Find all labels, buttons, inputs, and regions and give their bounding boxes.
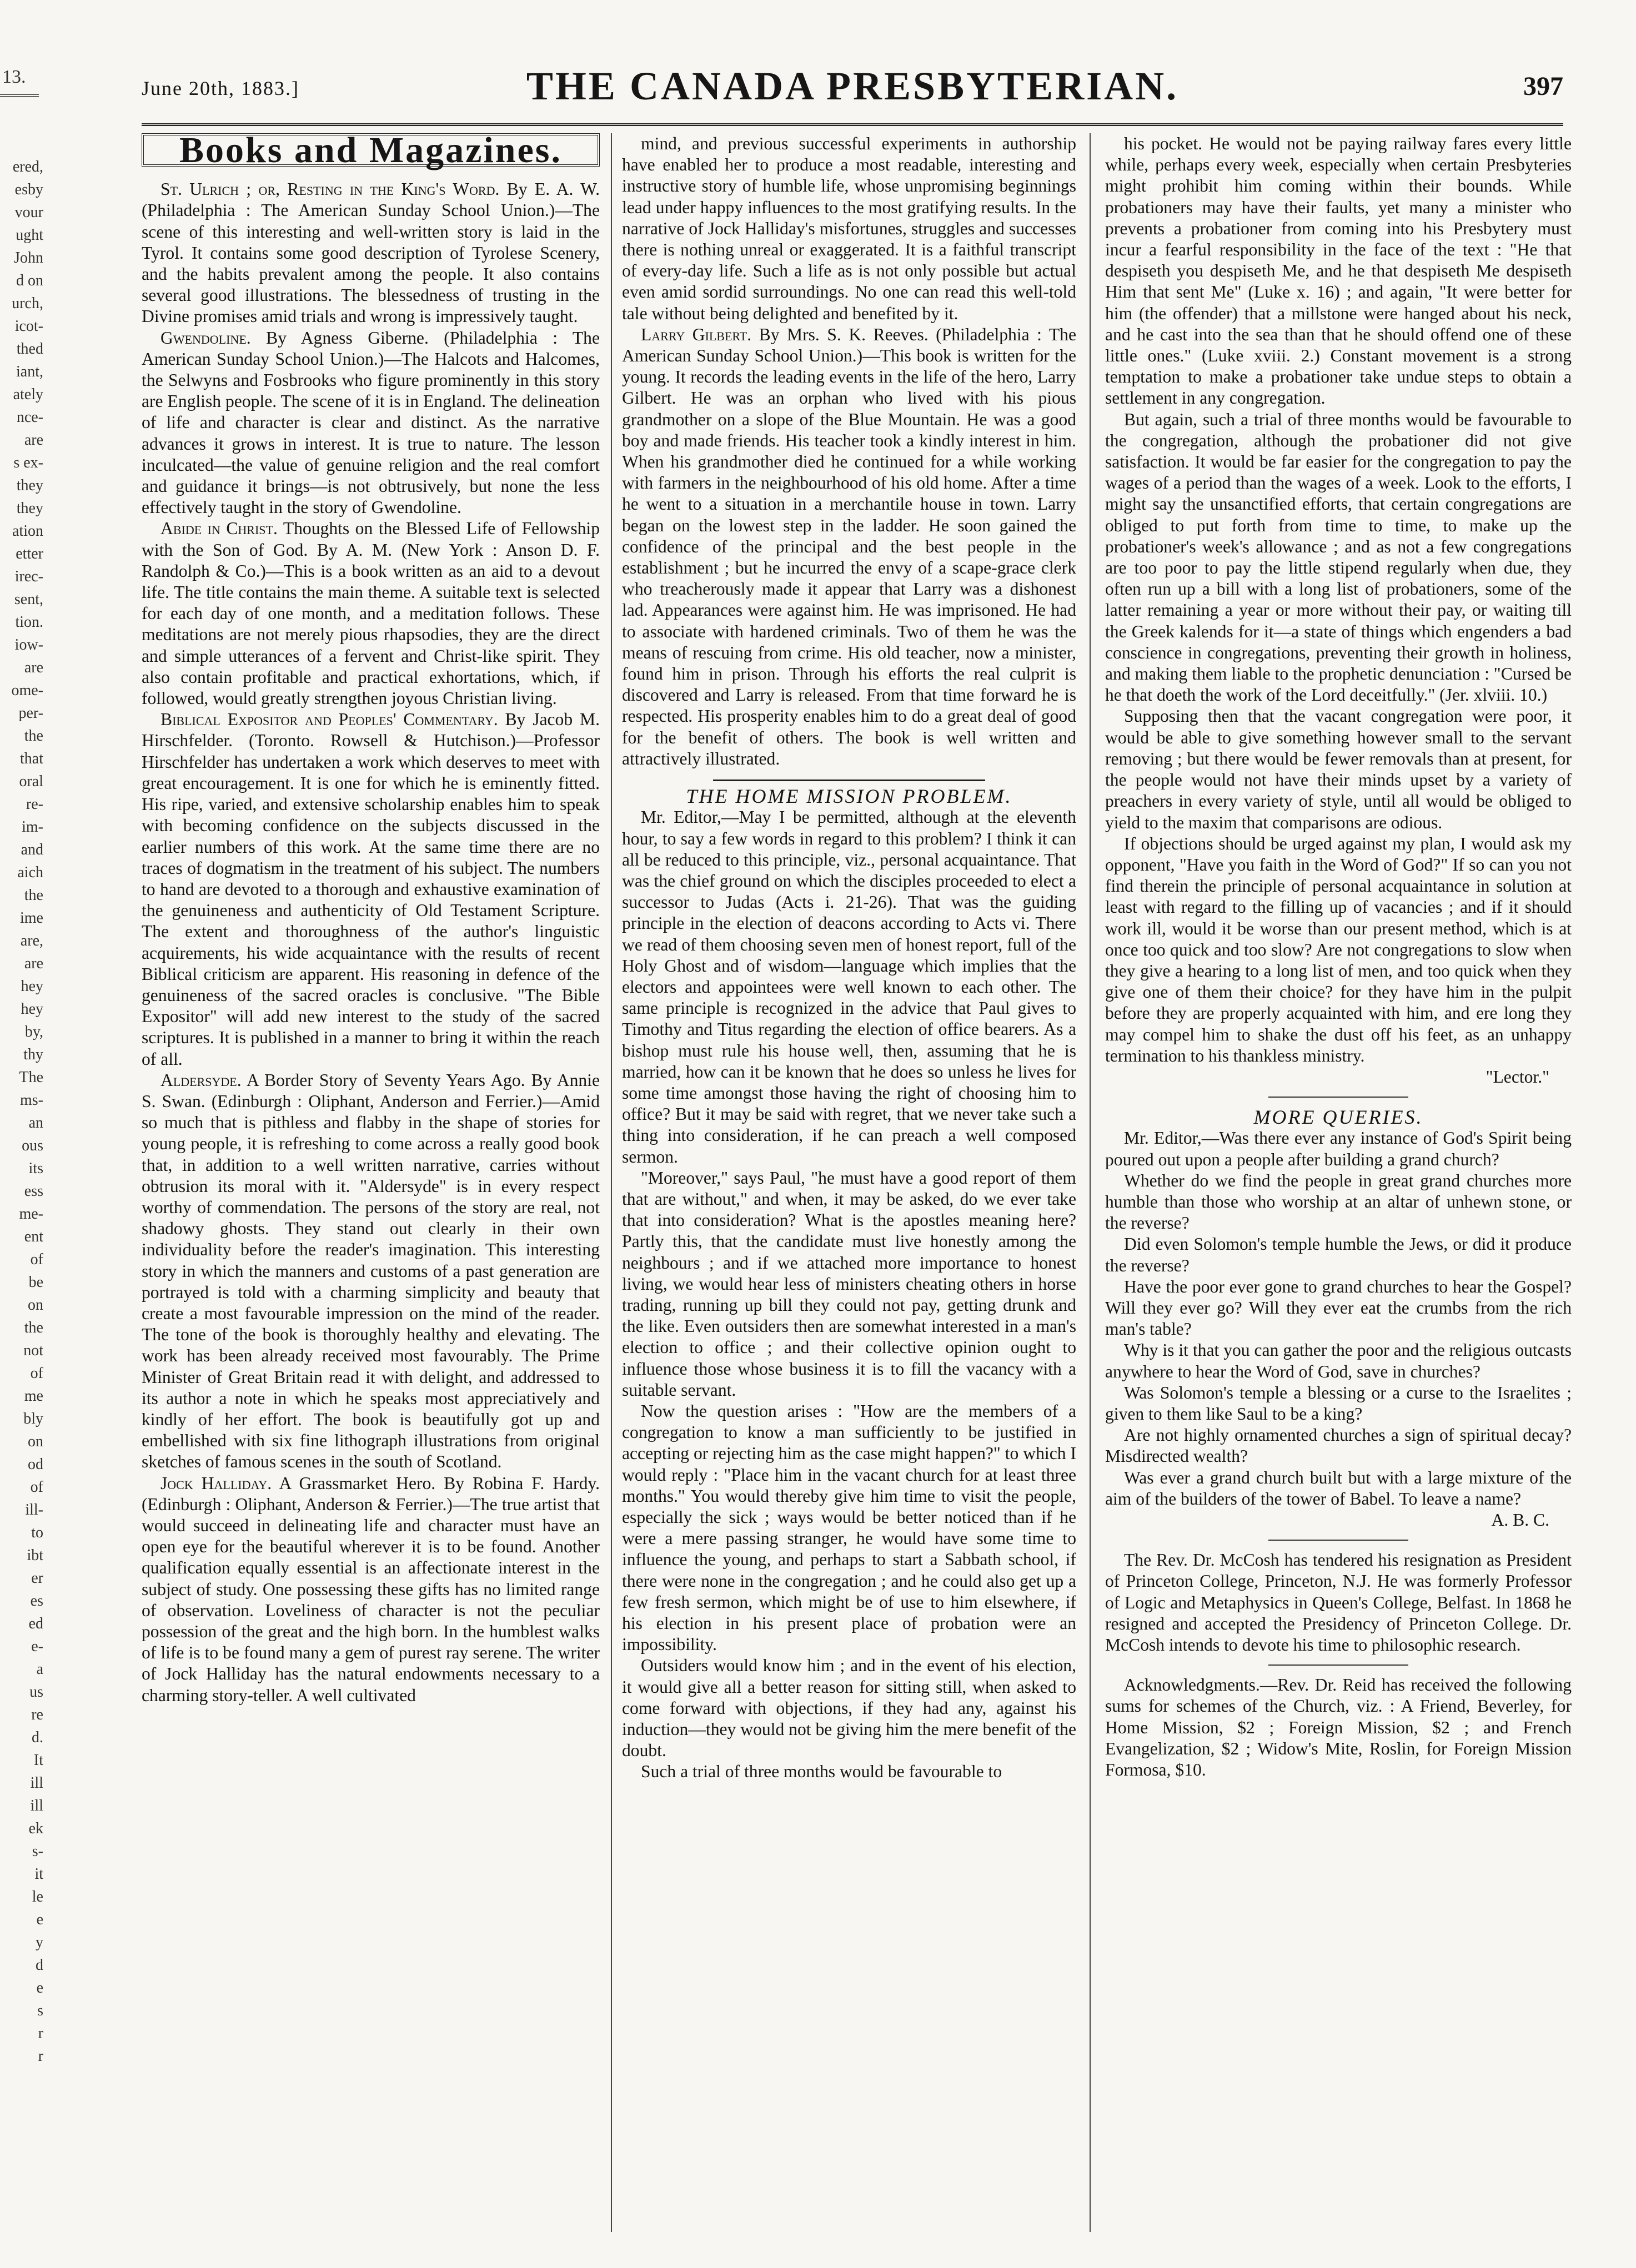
query-paragraph: Have the poor ever gone to grand churches to hear the Gospel? Will they ever go? Will they ever eat the crumbs from the rich man's table? xyxy=(1105,1276,1572,1339)
column-right xyxy=(1105,133,1572,2226)
gutter-fragment: they xyxy=(16,477,43,494)
gutter-fragment: ation xyxy=(12,522,43,540)
gutter-fragment: iant, xyxy=(16,363,43,380)
gutter-fragment: bly xyxy=(23,1410,43,1427)
review-body: By Agness Giberne. (Philadelphia : The American Sunday School Union.)—The Halcots and Halcomes, the Selwyns and Fosbrooks who figure prominently in this story are English people. The scene of it is in England. The delineation of life and character is clear and distinct. As the narrative advances it grows in interest. It is true to nature. The lesson inculcated—the value of genuine religion and the real comfort and guidance it brings—is not obtrusively, but none the less effectively taught in the story of Gwendoline. xyxy=(142,328,600,517)
header-rule xyxy=(142,123,1563,126)
gutter-fragment: ill xyxy=(30,1774,43,1792)
gutter-fragment: and xyxy=(21,841,43,858)
gutter-fragment: of xyxy=(30,1479,43,1496)
gutter-fragment: d on xyxy=(16,272,43,289)
masthead-title: THE CANADA PRESBYTERIAN. xyxy=(526,64,1179,108)
query-paragraph: Whether do we find the people in great grand churches more humble than those who worship at an altar of unhewn stone, or the reverse? xyxy=(1105,1170,1572,1233)
review-head: Abide in Christ. xyxy=(160,519,278,539)
book-review xyxy=(142,328,600,519)
gutter-fragment: tion. xyxy=(15,613,43,631)
gutter-fragment: ime xyxy=(20,909,43,927)
ack-rule xyxy=(1268,1664,1408,1666)
gutter-fragment: the xyxy=(24,887,43,904)
gutter-fragment: the xyxy=(24,727,43,745)
gutter-fragment: aich xyxy=(17,864,43,881)
column-divider xyxy=(1090,133,1091,2232)
gutter-fragment: it xyxy=(34,1865,43,1883)
acknowledgments: Acknowledgments.—Rev. Dr. Reid has received the following sums for schemes of the Church, viz. : A Friend, Beverley, for Home Mission, $2 ; Foreign Mission, $2 ; and French Evangelization, $2 ; Widow's Mite, Roslin, for Foreign Mission Formosa, $10. xyxy=(1105,1675,1572,1780)
gutter-fragment: vour xyxy=(14,204,43,221)
gutter-fragment: us xyxy=(29,1683,43,1701)
gutter-fragment: re- xyxy=(26,796,43,813)
review-body: By Mrs. S. K. Reeves. (Philadelphia : The American Sunday School Union.)—This book is written for the young. It records the leading events in the life of the hero, Larry Gilbert. He was an orphan who lived with his pious grandmother on a slope of the Blue Mountain. He was a good boy and made friends. His teacher took a kindly interest in him. When his grandmother died he continued for a while working with farmers in the neighbourhood of his old home. After a time he went to a situation in a merchantile house in town. Larry began on the lowest step in the ladder. He soon gained the confidence of the principal and the best people in the establishment ; but he incurred the envy of a scape-grace clerk who treacherously made it appear that Larry was a dishonest lad. Appearances were against him. He was imprisoned. He had to associate with hardened criminals. Two of them he was the means of rescuing from crime. His old teacher, now a minister, found him in prison. Through his efforts the real culprit is discovered and Larry is released. From that time forward he is respected. His prosperity enables him to do a great deal of good for the benefit of others. The book is well written and attractively illustrated. xyxy=(622,324,1076,768)
gutter-fragment: thy xyxy=(23,1046,43,1063)
gutter-fragment: oral xyxy=(19,773,43,790)
column-books-and-magazines xyxy=(142,133,600,2226)
article-paragraph: Such a trial of three months would be favourable to xyxy=(641,1762,1002,1782)
adjacent-page-gutter xyxy=(0,0,49,2268)
gutter-fragment: ome- xyxy=(11,682,43,699)
gutter-fragment: irec- xyxy=(14,568,43,585)
gutter-fragment: its xyxy=(28,1160,43,1177)
queries-title: MORE QUERIES. xyxy=(1253,1106,1423,1129)
gutter-fragment: It xyxy=(33,1752,43,1769)
gutter-fragment: nce- xyxy=(16,409,43,426)
gutter-fragment: urch, xyxy=(12,295,43,312)
page-number: 397 xyxy=(1523,72,1563,101)
article-continuation xyxy=(1105,133,1572,1067)
gutter-fragments xyxy=(0,155,49,2068)
gutter-fragment: hey xyxy=(21,978,43,995)
gutter-fragment: es xyxy=(30,1592,43,1610)
article-paragraph: If objections should be urged against my plan, I would ask my opponent, "Have you faith in the Word of God?" If so can you not find therein the principle of personal acquaintance in solution at least with regard to the filling up of vacancies ; and if it should work ill, would it be worse than our present method, which is at once too quick and too slow? Are not congregations to slow when they give a hearing to a long list of men, and too quick when they give one of them their choice? for they have him in the pulpit before they are properly acquainted with him, and ere long they may compel him to shake the dust off his feet, as an unhappy termination to his thankless ministry. xyxy=(1105,833,1572,1065)
article-paragraph: his pocket. He would not be paying railway fares every little while, perhaps every week, especially when certain Presbyteries might prohibit him coming within their bounds. While probationers may have their faults, yet many a minister who prevents a probationer from coming into his Presbytery must incur a fearful responsibility in the face of the text : "He that despiseth you despiseth Me, and he that despiseth Me despiseth Him that sent Me" (Luke x. 16) ; and again, "It were better for him (the offender) that a millstone were hanged about his neck, and he cast into the sea than that he should offend one of these little ones." (Luke xviii. 2.) Constant movement is a strong temptation to make a probationer take undue steps to obtain a settlement in any congregation. xyxy=(1105,134,1572,408)
article-signature: "Lector." xyxy=(1486,1067,1549,1087)
gutter-fragment: ess xyxy=(24,1183,43,1200)
gutter-fragment: me- xyxy=(19,1205,43,1223)
article-paragraph: Now the question arises : "How are the members of a congregation to know a man sufficiently to be justified in accepting or rejecting him as the case might happen?" to which I would reply : "Place him in the vacant church for at least three months." You would thereby give him time to visit the people, especially the sick ; ways would be better noticed than if he were a mere passing stranger, he would have some time to influence the young, and perhaps to start a Sabbath school, if there were none in the congregation ; and he could also get up a few fresh sermon, which might be of use to him elsewhere, if his election in his present place of probation were an impossibility. xyxy=(622,1401,1076,1655)
article-body xyxy=(622,807,1076,1782)
gutter-fragment: of xyxy=(30,1251,43,1268)
gutter-fragment: The xyxy=(19,1069,43,1086)
gutter-fragment: be xyxy=(28,1274,43,1291)
gutter-fragment: ately xyxy=(13,386,43,403)
review-larry-gilbert xyxy=(622,324,1076,770)
gutter-fragment: on xyxy=(28,1296,43,1314)
book-review xyxy=(142,179,600,327)
query-paragraph: Are not highly ornamented churches a sign of spiritual decay? Misdirected wealth? xyxy=(1105,1425,1572,1466)
gutter-fragment: le xyxy=(32,1888,43,1905)
gutter-fragment: they xyxy=(16,500,43,517)
column-divider xyxy=(611,133,612,2232)
gutter-fragment: r xyxy=(38,2048,43,2065)
gutter-fragment: per- xyxy=(18,705,43,722)
gutter-fragment: e xyxy=(36,1911,43,1928)
query-paragraph: Was Solomon's temple a blessing or a curse to the Israelites ; given to them like Saul to be a king? xyxy=(1105,1382,1572,1424)
gutter-fragment: that xyxy=(20,750,43,767)
article-rule xyxy=(713,780,986,781)
review-head: Jock Halliday. xyxy=(160,1473,272,1493)
gutter-fragment: not xyxy=(23,1342,43,1359)
review-head: Biblical Expositor and Peoples' Commentary. xyxy=(160,710,498,730)
gutter-fragment: s- xyxy=(32,1843,43,1860)
gutter-fragment: y xyxy=(36,1934,43,1951)
gutter-fragment: d. xyxy=(32,1729,43,1746)
gutter-fragment: ms- xyxy=(20,1092,43,1109)
page-header xyxy=(142,60,1563,115)
review-head: Larry Gilbert. xyxy=(641,324,752,344)
queries-signature: A. B. C. xyxy=(1491,1510,1549,1530)
gutter-fragment: e xyxy=(36,1979,43,1997)
review-body: A Border Story of Seventy Years Ago. By Annie S. Swan. (Edinburgh : Oliphant, Anderson and Ferrier.)—Amid so much that is pithless and flabby in the shape of stories for young people, it is refreshing to come across a really good book that, in addition to a well written narrative, carries without obtrusion its moral with it. "Aldersyde" is in every respect worthy of commendation. The persons of the story are real, not shadowy ghosts. They stand out clearly in their own individuality before the reader's imagination. This interesting story in which the manners and customs of a past generation are portrayed is told with a charming simplicity and beauty that create a most favourable impression on the mind of the reader. The tone of the book is thoroughly healthy and elevating. The work has been already received most favourably. The Prime Minister of Great Britain read it with delight, and addressed to its author a note in which he speaks most appreciatively and kindly of her effort. The book is beautifully got up and embellished with six fine lithograph illustrations from original sketches of famous scenes in the south of Scotland. xyxy=(142,1070,600,1472)
section-title: Books and Magazines. xyxy=(142,133,600,167)
review-head: Gwendoline. xyxy=(160,328,251,348)
query-paragraph: Why is it that you can gather the poor and the religious outcasts anywhere to hear the Word of God, save in churches? xyxy=(1105,1340,1572,1381)
gutter-fragment: icot- xyxy=(14,318,43,335)
gutter-fragment: by, xyxy=(24,1023,43,1040)
query-paragraph: Was ever a grand church built but with a large mixture of the aim of the builders of the tower of Babel. To leave a name? xyxy=(1105,1467,1572,1508)
article-title: THE HOME MISSION PROBLEM. xyxy=(686,785,1012,808)
review-head: Aldersyde. xyxy=(160,1070,242,1090)
gutter-fragment: ibt xyxy=(27,1547,43,1564)
mccosh-notice: The Rev. Dr. McCosh has tendered his resignation as President of Princeton College, Princeton, N.J. He was formerly Professor of Logic and Metaphysics in Queen's College, Belfast. In 1868 he resigned and accepted the Presidency of Princeton College. Dr. McCosh intends to devote his time to philosophic research. xyxy=(1105,1550,1572,1655)
gutter-fragment: s ex- xyxy=(13,454,43,471)
gutter-fragment: to xyxy=(31,1524,43,1541)
reviews-list xyxy=(142,179,600,1706)
queries-list xyxy=(1105,1128,1572,1510)
gutter-fragment: ed xyxy=(28,1615,43,1632)
gutter-fragment: ous xyxy=(22,1137,43,1154)
book-review xyxy=(142,1473,600,1706)
gutter-fragment: me xyxy=(24,1387,43,1405)
notice-rule xyxy=(1268,1540,1408,1541)
review-body: By E. A. W. (Philadelphia : The American Sunday School Union.)—The scene of this interesting and well-written story is laid in the Tyrol. It contains some good description of Tyrolese Scenery, and the habits prevalent among the people. It also contains several good illustrations. The blessedness of trusting in the Divine promises amid trials and wrong is impressively taught. xyxy=(142,179,600,326)
gutter-fragment: ent xyxy=(24,1228,43,1245)
review-body: By Jacob M. Hirschfelder. (Toronto. Rowsell & Hutchison.)—Professor Hirschfelder has undertaken a work which deserves to meet with great encouragement. It is one for which he is eminently fitted. His ripe, varied, and extensive scholarship enables him to speak with becoming confidence on the subjects discussed in the earlier numbers of this work. At the same time there are no traces of dogmatism in the treatment of his subject. The numbers to hand are devoted to a thorough and exhaustive examination of the genuineness and authenticity of Old Testament Scripture. The extent and thoroughness of the author's linguistic acquirements, his wide acquaintance with the results of recent Biblical criticism are apparent. His reasoning in defence of the genuineness of the sacred oracles is conclusive. "The Bible Expositor" will add new interest to the study of the sacred scriptures. It is published in a manner to bring it within the reach of all. xyxy=(142,710,600,1069)
query-paragraph: Mr. Editor,—Was there ever any instance of God's Spirit being poured out upon a people after building a grand church? xyxy=(1105,1128,1572,1169)
gutter-fragment: the xyxy=(24,1319,43,1336)
gutter-rule xyxy=(0,94,39,97)
gutter-fragment: d xyxy=(36,1957,43,1974)
gutter-fragment: John xyxy=(14,249,43,266)
book-review xyxy=(142,709,600,1069)
gutter-fragment: are xyxy=(24,659,43,676)
review-head: St. Ulrich ; or, Resting in the King's Word. xyxy=(160,179,500,199)
gutter-fragment: of xyxy=(30,1365,43,1382)
gutter-fragment: are, xyxy=(20,932,43,949)
gutter-fragment: r xyxy=(38,2025,43,2042)
gutter-fragment: are xyxy=(24,955,43,972)
article-paragraph: But again, such a trial of three months would be favourable to the congregation, although the probationer did not give satisfaction. It would be far easier for the congregation to pay the wages of a period than the wages of a week. Look to the efforts, I might say the unsanctified efforts, that certain congregations are obliged to put forth from time to time, to make up the probationer's week's allowance ; and as not a few congregations are too poor to pay the little stipend regularly when due, they often run up a bill with a long list of probationers, some of the latter remaining a year or more without their pay, or waiting till the Greek kalends for it—a state of things which engenders a bad conscience in congregations, preventing their growth in holiness, and making them liable to the prophetic denunciation : "Cursed be he that doeth the work of the Lord deceitfully." (Jer. xlviii. 10.) xyxy=(1105,409,1572,705)
gutter-fragment: an xyxy=(28,1114,43,1132)
gutter-fragment: ek xyxy=(28,1820,43,1837)
gutter-fragment: esby xyxy=(14,181,43,198)
gutter-fragment: hey xyxy=(21,1000,43,1018)
gutter-fragment: sent, xyxy=(14,591,43,608)
article-paragraph: "Moreover," says Paul, "he must have a good report of them that are without," and when, it may be asked, do we ever take that into consideration? What is the apostles meaning here? Partly this, that the candidate must live honestly among the neighbours ; and if we attached more importance to honest living, we would hear less of ministers cheating others in horse trading, running up bill they could not pay, getting drunk and the like. Even outsiders then are somewhat interested in a man's election to office ; and their collective opinion ought to influence those whose business it is to fill the vacancy with a suitable servant. xyxy=(622,1168,1076,1400)
book-review xyxy=(142,1070,600,1473)
gutter-fragment: re xyxy=(31,1706,43,1723)
article-rule xyxy=(1268,1097,1408,1098)
review-body: A Grassmarket Hero. By Robina F. Hardy. (Edinburgh : Oliphant, Anderson & Ferrier.)—The true artist that would succeed in delineating life and character must have an open eye for the beautiful wherever it is to be found. Another qualification equally essential is an affectionate interest in the subject of study. One possessing these gifts has no limited range of observation. Loveliness of character is not the peculiar possession of the great and the high born. In the humblest walks of life is to be found many a gem of purest ray serene. The writer of Jock Halliday has the natural endowments necessary to a charming story-teller. A well cultivated xyxy=(142,1473,600,1705)
gutter-fragment: a xyxy=(36,1661,43,1678)
gutter-fragment: are xyxy=(24,431,43,449)
review-body: Thoughts on the Blessed Life of Fellowship with the Son of God. By A. M. (New York : Anson D. F. Randolph & Co.)—This is a book written as an aid to a devout life. The title contains the main theme. A suitable text is selected for each day of one month, and a meditation follows. These meditations are not merely pious rhapsodies, they are the direct and simple utterances of a fervent and Christ-like spirit. They also contain profitable and practical exhortations, which, if followed, would greatly strengthen joyous Christian living. xyxy=(142,519,600,708)
article-paragraph: Outsiders would know him ; and in the event of his election, it would give all a better reason for sitting still, when asked to come forward with objections, if they had any, against his induction—they would not be giving him the mere benefit of the doubt. xyxy=(622,1656,1076,1761)
gutter-fragment: e- xyxy=(31,1638,43,1655)
gutter-fragment: ught xyxy=(16,227,43,244)
article-paragraph: Supposing then that the vacant congregation were poor, it would be able to give something however small to the servant removing ; but there would be fewer removals than at present, for the people would not have their minds upset by a variety of preachers in every variety of style, until all would be obliged to yield to the maxim that comparisons are odious. xyxy=(1105,706,1572,832)
gutter-fragment: s xyxy=(37,2002,43,2019)
column-center xyxy=(622,133,1076,2226)
gutter-fragment: ill xyxy=(30,1797,43,1814)
issue-date: June 20th, 1883.] xyxy=(142,77,299,99)
gutter-fragment: od xyxy=(28,1456,43,1473)
gutter-fragment: im- xyxy=(22,818,43,836)
review-continuation: mind, and previous successful experiments in authorship have enabled her to produce a most readable, interesting and instructive story of humble life, whose unpromising beginnings lead under happy influences to the most gratifying results. In the narrative of Jock Halliday's misfortunes, struggles and successes there is nothing unreal or exaggerated. It is a faithful transcript of every-day life. Such a life as is not only possible but actual even amid sordid surroundings. No one can read this well-told tale without being delighted and benefited by it. xyxy=(622,134,1076,323)
gutter-fragment: ered, xyxy=(12,158,43,175)
adjacent-page-number: 13. xyxy=(2,67,26,87)
gutter-fragment: etter xyxy=(16,545,43,562)
gutter-fragment: ill- xyxy=(25,1501,43,1518)
gutter-fragment: iow- xyxy=(14,636,43,653)
gutter-fragment: er xyxy=(31,1570,43,1587)
gutter-fragment: thed xyxy=(16,340,43,358)
book-review xyxy=(142,518,600,709)
gutter-fragment: on xyxy=(28,1433,43,1450)
article-paragraph: Mr. Editor,—May I be permitted, although at the eleventh hour, to say a few words in regard to this problem? I think it can all be reduced to this principle, viz., personal acquaintance. That was the chief ground on which the disciples proceeded to elect a successor to Judas (Acts i. 21-26). That was the guiding principle in the election of deacons according to Acts vi. There we read of them choosing seven men of honest report, full of the Holy Ghost and of wisdom—language which implies that the electors and appointees were well known to each other. The same principle is recognized in the advice that Paul gives to Timothy and Titus regarding the election of office bearers. As a bishop must rule his house well, then, assuming that he is married, how can it be known that he does so unless he lives for some time amongst those having the right of choosing him to office? But it may be said with regret, that we never take such a thing into consideration, if he can preach a well composed sermon. xyxy=(622,807,1076,1166)
query-paragraph: Did even Solomon's temple humble the Jews, or did it produce the reverse? xyxy=(1105,1234,1572,1275)
